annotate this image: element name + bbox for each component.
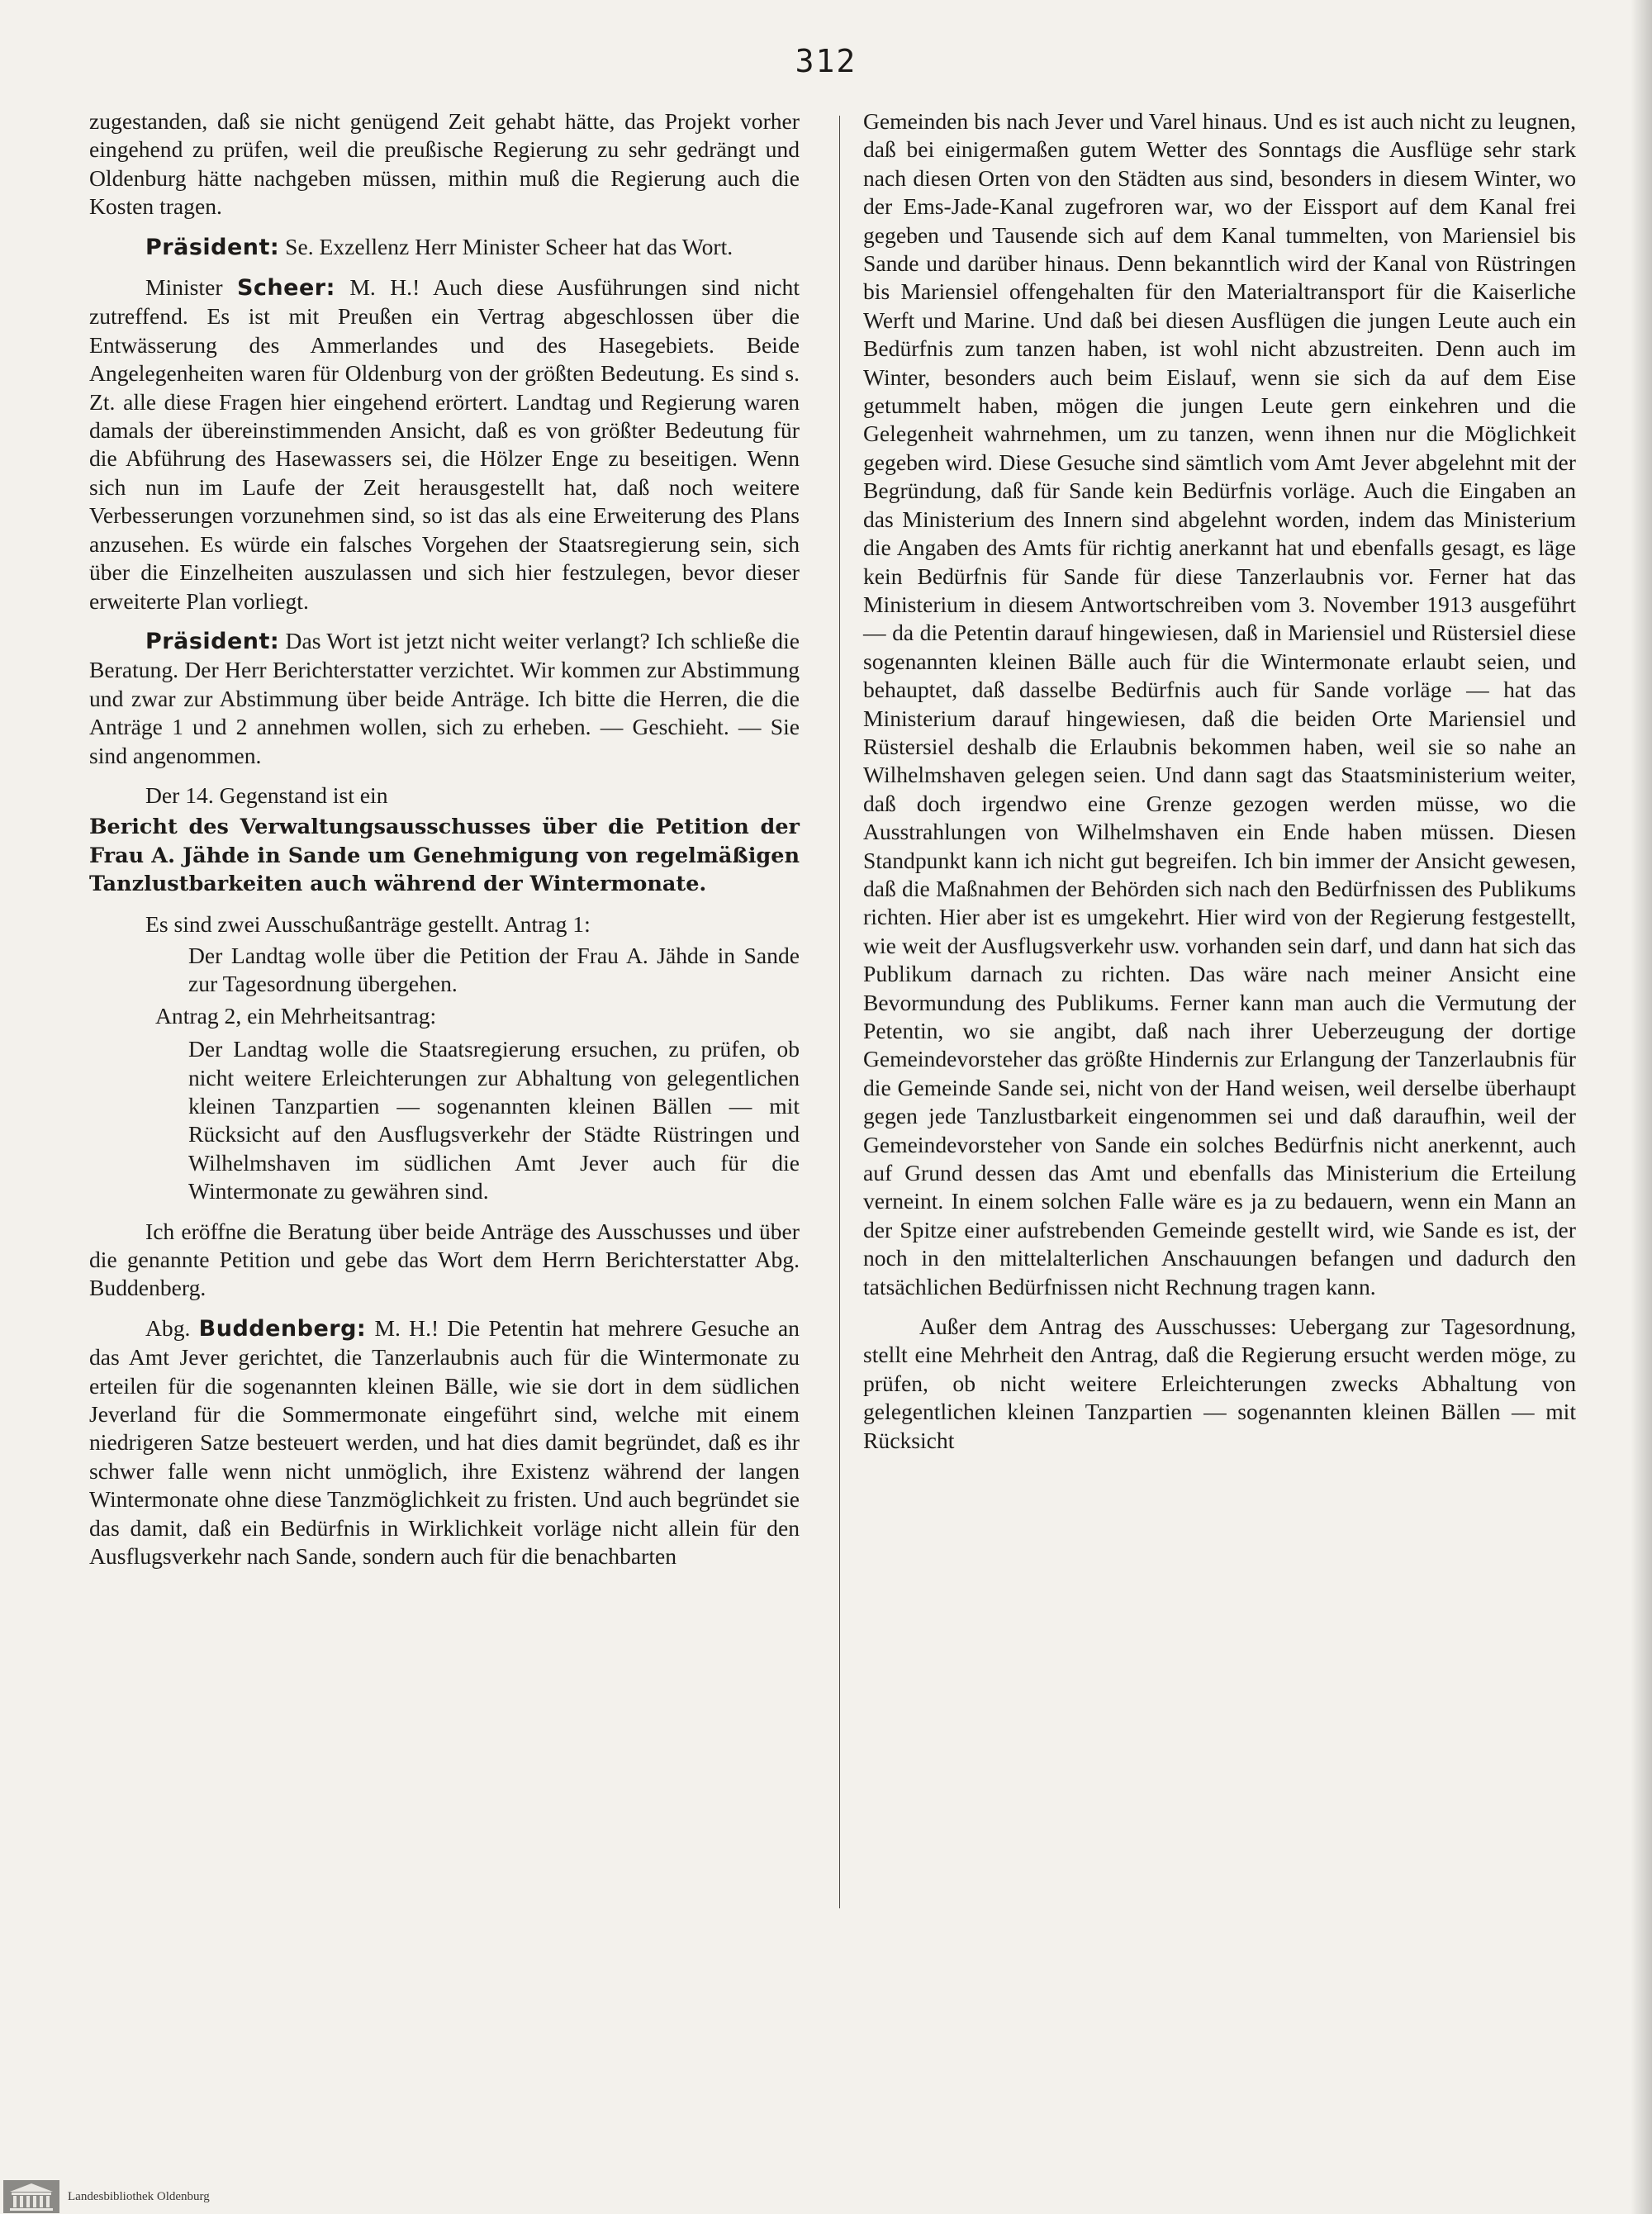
paragraph: Es sind zwei Ausschußanträge gestellt. Antrag 1: bbox=[145, 910, 591, 937]
speaker-paragraph bbox=[89, 233, 800, 262]
paragraph: Antrag 2, ein Mehrheitsantrag: bbox=[155, 1002, 437, 1029]
library-name: Landesbibliothek Oldenburg bbox=[68, 2189, 210, 2203]
speaker-paragraph bbox=[89, 627, 800, 770]
motion-text: Der Landtag wolle die Staatsregierung ersuchen, zu prüfen, ob nicht weitere Erleichterungen zur Abhaltung von gelegentlichen kleinen Tanzpartien — sogenannten kleinen Bällen — mit Rücksicht auf den Ausflugsverkehr der Städte Rüstringen und Wilhelmshaven im südlichen Amt Jever auch für die Wintermonate zu gewähren sind. bbox=[188, 1036, 800, 1204]
agenda-item-title: Bericht des Verwaltungsausschusses über die Petition der Frau A. Jähde in Sande um Genehmigung von regelmäßigen Tanzlustbarkeiten auch während der Wintermonate. bbox=[89, 815, 800, 897]
speech-text: Das Wort ist jetzt nicht weiter verlangt? Ich schließe die Beratung. Der Herr Berichterstatter verzichtet. Wir kommen zur Abstimmung und zwar zur Abstimmung über beide Anträge. Ich bitte die Herren, die die Anträge 1 und 2 annehmen wollen, sich zu erheben. — Geschieht. — Sie sind angenommen. bbox=[89, 627, 800, 768]
speaker-label: Buddenberg: bbox=[198, 1315, 367, 1342]
page-number: 312 bbox=[795, 43, 857, 79]
speaker-prefix: Abg. bbox=[145, 1314, 199, 1341]
right-column bbox=[863, 107, 1576, 1466]
paragraph: zugestanden, daß sie nicht genügend Zeit gehabt hätte, das Projekt vorher eingehend zu prüfen, weil die preußische Regierung zu sehr gedrängt und Oldenburg hätte nachgeben müssen, mithin muß die Regierung auch die Kosten tragen. bbox=[89, 108, 800, 220]
speech-text: M. H.! Auch diese Ausführungen sind nicht zutreffend. Es ist mit Preußen ein Vertrag abgeschlossen über die Entwässerung des Ammerlandes und des Hasegebiets. Beide Angelegenheiten waren für Oldenburg von der größten Bedeutung. Es sind s. Zt. alle diese Fragen hier eingehend erörtert. Landtag und Regierung waren damals der übereinstimmenden Ansicht, daß es von größter Bedeutung für die Abführung des Hasewassers sei, die Hölzer Enge zu beseitigen. Wenn sich nun im Laufe der Zeit herausgestellt hat, daß noch weitere Verbesserungen vorzunehmen sind, so ist das als eine Erweiterung des Plans anzusehen. Es würde ein falsches Vorgehen der Staatsregierung sein, sich über die Einzelheiten auszulassen und sich hier festzulegen, bevor dieser erweiterte Plan vorliegt. bbox=[89, 274, 800, 614]
speech-text: Se. Exzellenz Herr Minister Scheer hat das Wort. bbox=[279, 233, 733, 259]
speaker-label: Scheer: bbox=[236, 275, 335, 302]
speech-text: M. H.! Die Petentin hat mehrere Gesuche an das Amt Jever gerichtet, die Tanzerlaubnis auch für die Wintermonate zu erteilen für die sogenannten kleinen Bälle, wie sie dort in dem südlichen Jeverland für die Sommermonate eingeführt sind, welche mit einem niedrigeren Satze besteuert werden, und hat dies damit begründet, daß es ihr schwer falle wenn nicht unmöglich, ihre Existenz während der langen Wintermonate ohne diese Tanzmöglichkeit zu fristen. Und auch begründet sie das damit, daß ein Bedürfnis in Wirklichkeit vorläge nicht allein für den Ausflugsverkehr nach Sande, sondern auch für die benachbarten bbox=[89, 1314, 800, 1570]
speaker-paragraph bbox=[89, 1314, 800, 1571]
column-divider bbox=[839, 116, 840, 1908]
speaker-label: Präsident: bbox=[145, 628, 280, 654]
paragraph: Der 14. Gegenstand ist ein bbox=[145, 782, 388, 808]
motion-text: Der Landtag wolle über die Petition der Frau A. Jähde in Sande zur Tagesordnung übergehen. bbox=[188, 942, 800, 997]
library-footer bbox=[0, 2179, 347, 2214]
left-column bbox=[89, 107, 800, 1583]
paragraph: Ich eröffne die Beratung über beide Anträge des Ausschusses und über die genannte Petition und gebe das Wort dem Herrn Berichterstatter Abg. Buddenberg. bbox=[89, 1218, 800, 1301]
speaker-prefix: Minister bbox=[145, 274, 237, 301]
speaker-label: Präsident: bbox=[145, 234, 280, 260]
paragraph: Außer dem Antrag des Ausschusses: Uebergang zur Tagesordnung, stellt eine Mehrheit den Antrag, daß die Regierung ersucht werden möge, zu prüfen, ob nicht weitere Erleichterungen zwecks Abhaltung von gelegentlichen kleinen Tanzpartien — sogenannten kleinen Bällen — mit Rücksicht bbox=[863, 1314, 1576, 1453]
page-edge-shadow bbox=[1631, 0, 1652, 2214]
library-building-icon bbox=[3, 2180, 59, 2213]
paragraph: Gemeinden bis nach Jever und Varel hinaus. Und es ist auch nicht zu leugnen, daß bei einigermaßen gutem Wetter des Sonntags die Ausflüge sehr stark nach diesen Orten von den Städten aus sind, besonders in diesem Winter, wo der Ems-Jade-Kanal zugefroren war, wo der Eissport auf dem Kanal frei gegeben und Tausende sich auf dem Kanal tummelten, von Mariensiel bis Sande und darüber hinaus. Denn bekanntlich wird der Kanal von Rüstringen bis Mariensiel offengehalten für den Materialtransport für die Kaiserliche Werft und Marine. Und daß bei diesen Ausflügen die jungen Leute auch ein Bedürfnis zum tanzen haben, ist wohl nicht abzustreiten. Denn auch im Winter, besonders auch beim Eislauf, wenn sie sich da auf dem Eise getummelt haben, mögen die jungen Leute gern einkehren und die Gelegenheit wahrnehmen, um zu tanzen, wenn ihnen nur die Möglichkeit gegeben wird. Diese Gesuche sind sämtlich vom Amt Jever abgelehnt mit der Begründung, daß für Sande kein Bedürfnis vorläge. Auch die Eingaben an das Ministerium des Innern sind abgelehnt worden, indem das Ministerium die Angaben des Amts für richtig anerkannt hat und ebenfalls gesagt, es läge kein Bedürfnis für Sande für diese Tanzerlaubnis vor. Ferner hat das Ministerium in diesem Antwortschreiben vom 3. November 1913 ausgeführt — da die Petentin darauf hingewiesen, daß in Mariensiel und Rüstersiel diese sogenannten kleinen Bälle auch für die Wintermonate erlaubt seien, und behauptet, daß dasselbe Bedürfnis auch für Sande vorläge — hat das Ministerium darauf hingewiesen, daß die beiden Orte Mariensiel und Rüstersiel deshalb die Erlaubnis bekommen haben, weil sie so nahe an Wilhelmshaven gelegen seien. Und dann sagt das Staatsministerium weiter, daß doch irgendwo eine Grenze gezogen werden müsse, wo die Ausstrahlungen von Wilhelmshaven ein Ende haben müssen. Diesen Standpunkt kann ich nicht gut begreifen. Ich bin immer der Ansicht gewesen, daß die Maßnahmen der Behörden sich nach den Bedürfnissen des Publikums richten. Hier aber ist es umgekehrt. Hier wird von der Regierung festgestellt, wie weit der Ausflugsverkehr usw. vorhanden sein darf, und dann hat sich das Publikum darnach zu richten. Das wäre nach meiner Ansicht eine Bevormundung des Publikums. Ferner kann man auch die Vermutung der Petentin, wo sie angibt, daß nach ihrer Ueberzeugung der dortige Gemeindevorsteher das größte Hindernis zur Erlangung der Tanzerlaubnis für die Gemeinde Sande sei, nicht von der Hand weisen, weil derselbe überhaupt gegen jede Tanzlustbarkeit eingenommen sei und daß daraufhin, weil der Gemeindevorsteher von Sande ein solches Bedürfnis nicht anerkennt, auch auf Grund dessen das Amt und ebenfalls das Ministerium die Erteilung verneint. In einem solchen Falle wäre es ja zu bedauern, wenn ein Mann an der Spitze einer aufstrebenden Gemeinde gestellt wird, wie Sande es ist, der noch in den mittelalterlichen Anschauungen befangen und dadurch den tatsächlichen Bedürfnissen nicht Rechnung tragen kann. bbox=[863, 108, 1576, 1299]
speaker-paragraph bbox=[89, 273, 800, 615]
